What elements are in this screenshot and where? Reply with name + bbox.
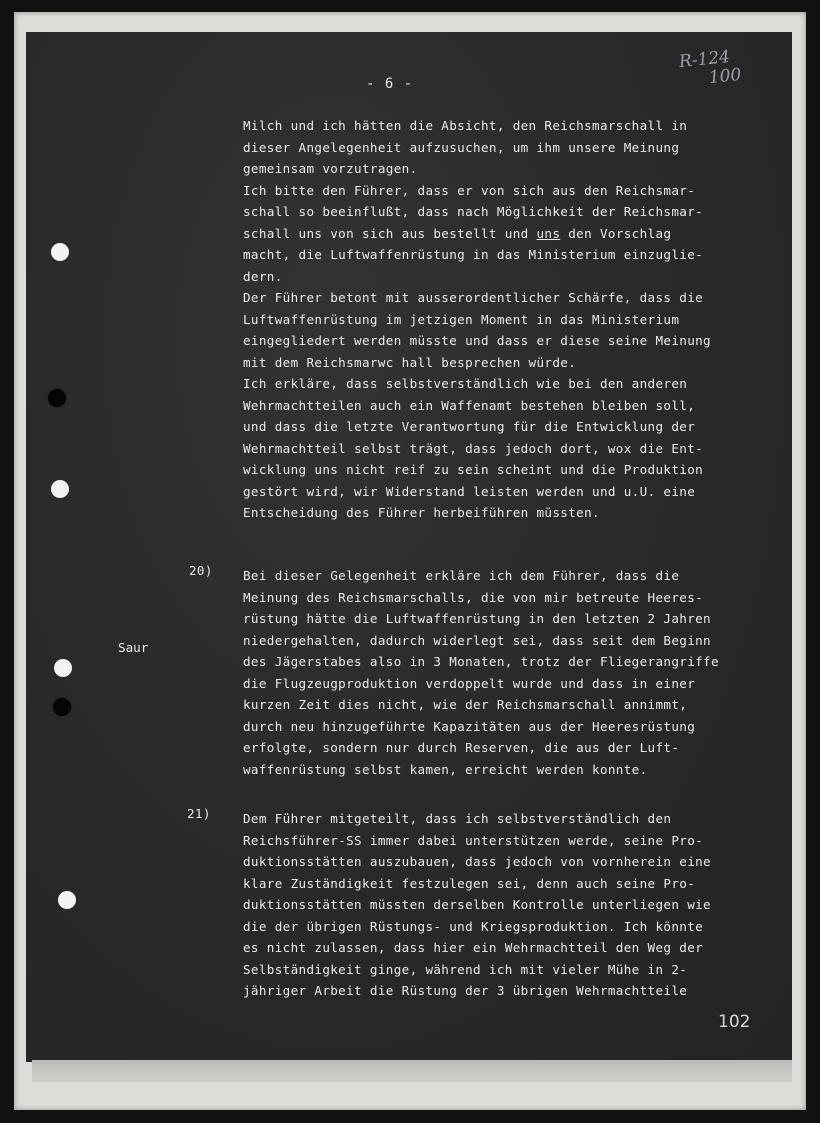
text-line: durch neu hinzugeführte Kapazitäten aus der Heeresrüstung <box>243 718 696 734</box>
text-line: erfolgte, sondern nur durch Reserven, die aus der Luft- <box>243 740 680 755</box>
text-line: Dem Führer mitgeteilt, dass ich selbstverständlich den <box>243 811 672 826</box>
text-line: gemeinsam vorzutragen. <box>243 161 418 176</box>
text-line: Luftwaffenrüstung im jetzigen Moment in das Ministerium <box>243 311 680 327</box>
punch-hole <box>51 243 69 261</box>
text-line: rüstung hätte die Luftwaffenrüstung in den letzten 2 Jahren <box>243 611 711 626</box>
text-line: Bei dieser Gelegenheit erkläre ich dem Führer, dass die <box>243 568 680 583</box>
text-line: duktionsstätten müssten derselben Kontrolle unterliegen wie <box>243 897 711 912</box>
text-line: klare Zuständigkeit festzulegen sei, denn auch seine Pro- <box>243 875 696 891</box>
text-line: duktionsstätten auszubauen, dass jedoch von vornherein eine <box>243 854 711 869</box>
text-line: wicklung uns nicht reif zu sein scheint und die Produktion <box>243 462 704 477</box>
punch-hole <box>58 891 76 909</box>
text-line: mit dem Reichsmarwc hall besprechen würde. <box>243 354 577 370</box>
text-line: jähriger Arbeit die Rüstung der 3 übrigen Wehrmachtteile <box>243 983 688 998</box>
text-line: die Flugzeugproduktion verdoppelt wurde und dass in einer <box>243 675 696 691</box>
archive-mark-line: R-124 <box>678 46 731 73</box>
text-line: Reichsführer-SS immer dabei unterstützen werde, seine Pro- <box>243 832 704 848</box>
text-segment: schall uns von sich aus bestellt und <box>243 225 537 241</box>
footer-page-number: 102 <box>718 1012 751 1032</box>
text-line: Milch und ich hätten die Absicht, den Reichsmarschall in <box>243 118 688 133</box>
margin-name: Saur <box>118 640 149 655</box>
bottom-paper-strip <box>32 1060 792 1082</box>
punch-hole <box>53 698 71 716</box>
text-line: und dass die letzte Verantwortung für die Entwicklung der <box>243 419 696 434</box>
text-line: schall so beeinflußt, dass nach Möglichkeit der Reichsmar- <box>243 204 704 219</box>
text-line: Ich bitte den Führer, dass er von sich aus den Reichsmar- <box>243 182 696 198</box>
punch-hole <box>48 389 66 407</box>
archive-mark-line: 100 <box>707 64 743 89</box>
text-line: kurzen Zeit dies nicht, wie der Reichsmarschall annimmt, <box>243 697 688 712</box>
intro-paragraphs <box>243 115 783 524</box>
text-segment: den Vorschlag <box>560 225 672 241</box>
text-line: Wehrmachtteilen auch ein Waffenamt bestehen bleiben soll, <box>243 397 696 413</box>
archive-mark <box>678 47 742 91</box>
text-line: die der übrigen Rüstungs- und Kriegsproduktion. Ich könnte <box>243 918 704 934</box>
item-21-text <box>243 808 783 1002</box>
item-number: 21) <box>187 806 211 821</box>
text-line: Wehrmachtteil selbst trägt, dass jedoch dort, wox die Ent- <box>243 440 704 456</box>
text-line: des Jägerstabes also in 3 Monaten, trotz der Fliegerangriffe <box>243 654 719 669</box>
text-line: macht, die Luftwaffenrüstung in das Ministerium einzuglie- <box>243 247 704 262</box>
text-line: Selbständigkeit ginge, während ich mit vieler Mühe in 2- <box>243 961 688 977</box>
item-20-text <box>243 565 783 780</box>
text-line: eingegliedert werden müsste und dass er diese seine Meinung <box>243 333 711 348</box>
item-number: 20) <box>189 563 213 578</box>
text-line: niedergehalten, dadurch widerlegt sei, dass seit dem Beginn <box>243 632 711 648</box>
text-line: dieser Angelegenheit aufzusuchen, um ihm unsere Meinung <box>243 139 680 155</box>
text-line: Meinung des Reichsmarschalls, die von mir betreute Heeres- <box>243 589 704 605</box>
text-line: Ich erkläre, dass selbstverständlich wie bei den anderen <box>243 376 688 391</box>
text-line: dern. <box>243 268 283 284</box>
text-line: es nicht zulassen, dass hier ein Wehrmachtteil den Weg der <box>243 940 704 955</box>
page-number: - 6 - <box>366 76 414 92</box>
text-line: waffenrüstung selbst kamen, erreicht werden konnte. <box>243 761 648 777</box>
punch-hole <box>51 480 69 498</box>
underlined-word: uns <box>536 225 561 241</box>
text-line: gestört wird, wir Widerstand leisten werden und u.U. eine <box>243 483 696 499</box>
punch-hole <box>54 659 72 677</box>
text-line <box>243 223 783 245</box>
text-line: Entscheidung des Führer herbeiführen müssten. <box>243 505 600 520</box>
text-line: Der Führer betont mit ausserordentlicher Schärfe, dass die <box>243 290 704 305</box>
